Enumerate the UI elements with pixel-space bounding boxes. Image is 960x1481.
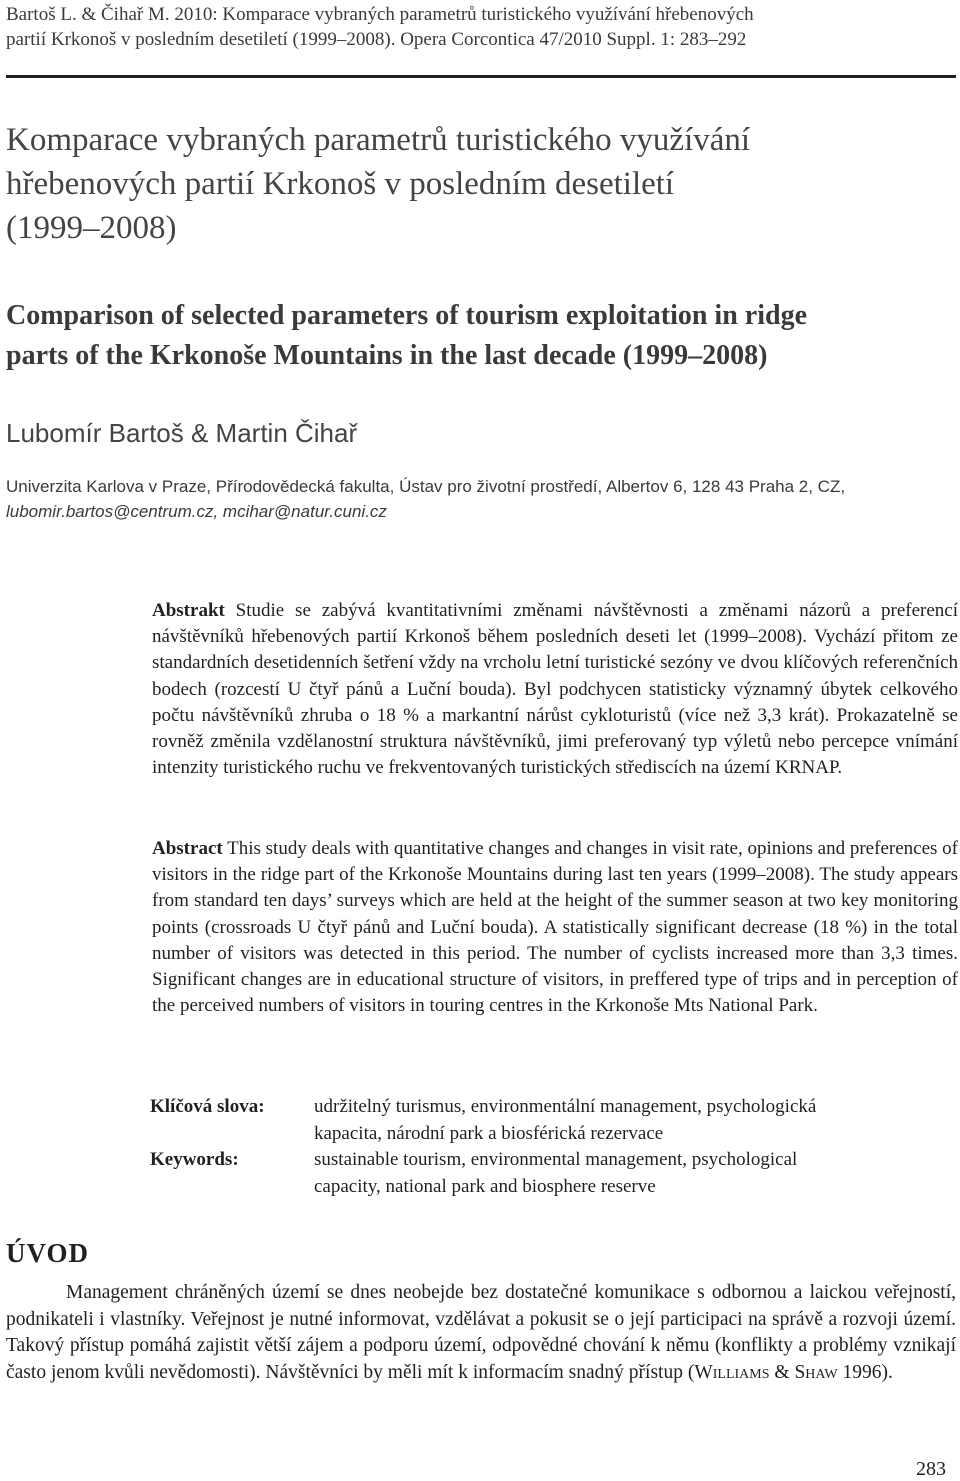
keywords-czech-label: Klíčová slova: [150, 1096, 265, 1117]
intro-paragraph [6, 1280, 956, 1386]
citation-authors: Williams & Shaw [694, 1361, 838, 1383]
authors: Lubomír Bartoš & Martin Čihař [6, 418, 358, 448]
page-number: 283 [916, 1458, 946, 1480]
keywords-czech-line-1: udržitelný turismus, environmentální management, psychologická [314, 1096, 817, 1117]
keywords-english-label: Keywords: [150, 1149, 239, 1170]
keywords-english-text [314, 1147, 934, 1200]
keywords-english-row [0, 1147, 960, 1207]
keywords-czech-row [0, 1094, 960, 1154]
section-heading: ÚVOD [6, 1238, 89, 1268]
title-czech-line-3: (1999–2008) [6, 210, 177, 246]
affiliation-block [6, 474, 956, 524]
author-emails: lubomir.bartos@centrum.cz, mcihar@natur.cuni.cz [6, 502, 387, 521]
intro-text: Management chráněných území se dnes neobejde bez dostatečné komunikace s odbornou a laickou veřejností, podnikateli i vlastníky. Veřejnost je nutné informovat, vzdělávat a pokusit se o její participaci na správě a rozvoji území. Takový přístup pomáhá zajistit větší zájem a podporu území, odpovědné chování k němu (konflikty a problémy vznikají často jenom kvůli nevědomosti). Návštěvníci by měli mít k informacím snadný přístup ( [6, 1282, 956, 1383]
abstract-czech [152, 598, 958, 781]
keywords-english-line-2: capacity, national park and biosphere reserve [314, 1175, 656, 1197]
title-czech-line-1: Komparace vybraných parametrů turistického využívání [6, 122, 751, 158]
affiliation: Univerzita Karlova v Praze, Přírodovědecká fakulta, Ústav pro životní prostředí, Albertov 6, 128 43 Praha 2, CZ, [6, 477, 846, 496]
abstract-czech-label: Abstrakt [152, 600, 225, 621]
title-english-line-1: Comparison of selected parameters of tourism exploitation in ridge [6, 300, 807, 331]
title-english [6, 296, 956, 376]
citation-header [6, 2, 956, 52]
title-czech [6, 118, 956, 250]
citation-line-1: Bartoš L. & Čihař M. 2010: Komparace vybraných parametrů turistického využívání hřebenových [6, 4, 754, 25]
abstract-english-text: This study deals with quantitative changes and changes in visit rate, opinions and preferences of visitors in the ridge part of the Krkonoše Mountains during last ten years (1999–2008). The study appears from standard ten days’ surveys which are held at the height of the summer season at two key monitoring points (crossroads U čtyř pánů and Luční bouda). A statistically significant decrease (18 %) in the total number of visitors was detected in this period. The number of cyclists increased more than 3,3 times. Significant changes are in educational structure of visitors, in preffered type of trips and in perception of the perceived numbers of visitors in touring centres in the Krkonoše Mts National Park. [152, 838, 958, 1017]
keywords-czech-text [314, 1094, 934, 1147]
keywords-english-line-1: sustainable tourism, environmental management, psychological [314, 1149, 798, 1170]
abstract-czech-text: Studie se zabývá kvantitativními změnami návštěvnosti a změnami názorů a preferencí návštěvníků hřebenových partií Krkonoš během posledních deseti let (1999–2008). Vychází přitom ze standardních desetidenních šetření vždy na vrcholu letní turistické sezóny ve dvou klíčových referenčních bodech (rozcestí U čtyř pánů a Luční bouda). Byl podchycen statisticky významný úbytek celkového počtu návštěvníků zhruba o 18 % a markantní nárůst cykloturistů (více než 3,3 krát). Prokazatelně se rovněž změnila vzdělanostní struktura návštěvníků, jimi preferovaný typ výletů nebo percepce vnímání intenzity turistického ruchu ve frekventovaných turistických střediscích na území KRNAP. [152, 600, 958, 779]
abstract-english-label: Abstract [152, 838, 223, 859]
citation-line-2: partií Krkonoš v posledním desetiletí (1999–2008). Opera Corcontica 47/2010 Suppl. 1: 283–292 [6, 29, 747, 50]
abstract-english [152, 836, 958, 1019]
keywords-czech-line-2: kapacita, národní park a biosférická rezervace [314, 1122, 664, 1144]
title-czech-line-2: hřebenových partií Krkonoš v posledním desetiletí [6, 166, 675, 202]
header-rule [6, 75, 956, 78]
title-english-line-2: parts of the Krkonoše Mountains in the last decade (1999–2008) [6, 340, 768, 371]
citation-year: 1996). [837, 1361, 893, 1383]
